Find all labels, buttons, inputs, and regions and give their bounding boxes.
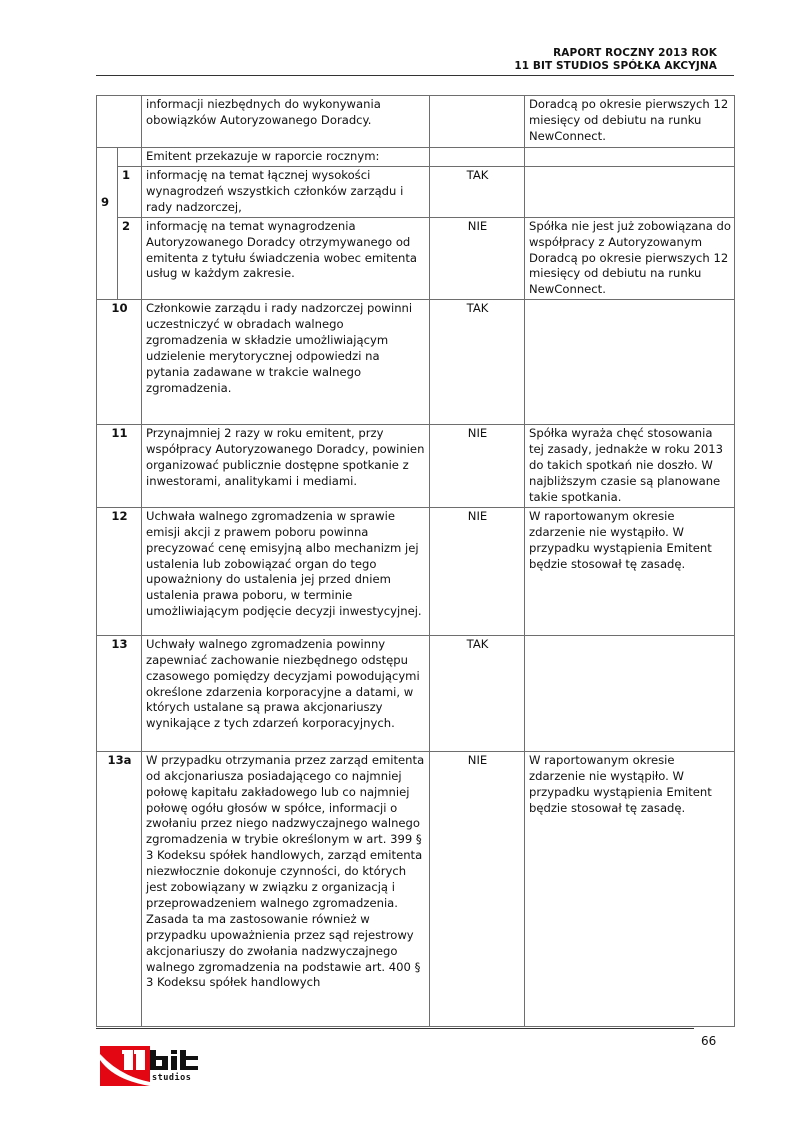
row-number: 13 [97,635,142,751]
compliance-value: TAK [430,167,525,218]
table-row [97,148,735,167]
sub-number [118,148,142,167]
report-title: RAPORT ROCZNY 2013 ROK [553,47,717,59]
page-header [514,47,717,73]
row-number: 13a [97,751,142,1026]
comment-text: Spółka wyraża chęć stosowania tej zasady, jednakże w roku 2013 do takich spotkań nie doszło. W najbliższym czasie są planowane takie spotkania. [525,425,735,508]
principle-text: informacji niezbędnych do wykonywania obowiązków Autoryzowanego Doradcy. [142,96,430,148]
principle-text: Uchwała walnego zgromadzenia w sprawie emisji akcji z prawem poboru powinna precyzować cenę emisyjną albo mechanizm jej ustalenia lub zobowiązać organ do tego upoważniony do ustalenia jej przed dniem ustalenia prawa poboru, w terminie umożliwiającym podjęcie decyzji inwestycyjnej. [142,507,430,635]
table-row [97,751,735,1026]
principle-text: Uchwały walnego zgromadzenia powinny zapewniać zachowanie niezbędnego odstępu czasowego pomiędzy decyzjami powodującymi określone zdarzenia korporacyjne a datami, w których ustalane są prawa akcjonariuszy wynikające z tych zdarzeń korporacyjnych. [142,635,430,751]
table-row [97,507,735,635]
compliance-value: TAK [430,300,525,425]
compliance-value: NIE [430,507,525,635]
table-row [97,300,735,425]
compliance-value [430,96,525,148]
row-number: 9 [97,148,118,300]
table-row [97,425,735,508]
principle-text: Przynajmniej 2 razy w roku emitent, przy współpracy Autoryzowanego Doradcy, powinien organizować publicznie dostępne spotkanie z inwestorami, analitykami i mediami. [142,425,430,508]
comment-text [525,300,735,425]
principle-text: Członkowie zarządu i rady nadzorczej powinni uczestniczyć w obradach walnego zgromadzenia w składzie umożliwiającym udzielenie merytorycznej odpowiedzi na pytania zadawane w trakcie walnego zgromadzenia. [142,300,430,425]
row-number [97,96,142,148]
table-row [97,96,735,148]
principle-text: informację na temat wynagrodzenia Autoryzowanego Doradcy otrzymywanego od emitenta z tytułu świadczenia wobec emitenta usług w każdym zakresie. [142,217,430,300]
row-number: 10 [97,300,142,425]
comment-text [525,635,735,751]
principle-text: informację na temat łącznej wysokości wynagrodzeń wszystkich członków zarządu i rady nadzorczej, [142,167,430,218]
comment-text [525,148,735,167]
comment-text [525,167,735,218]
row-number: 11 [97,425,142,508]
principle-intro: Emitent przekazuje w raporcie rocznym: [142,148,430,167]
11bit-studios-logo-icon [100,1046,220,1086]
table-row [97,635,735,751]
row-number: 12 [97,507,142,635]
table-row [97,217,735,300]
compliance-value [430,148,525,167]
compliance-value: NIE [430,751,525,1026]
principle-text: W przypadku otrzymania przez zarząd emitenta od akcjonariusza posiadającego co najmniej połowę kapitału zakładowego lub co najmniej połowę ogółu głosów w spółce, informacji o zwołaniu przez niego nadzwyczajnego walnego zgromadzenia w trybie określonym w art. 399 § 3 Kodeksu spółek handlowych, zarząd emitenta niezwłocznie dokonuje czynności, do których jest zobowiązany w związku z organizacją i przeprowadzeniem walnego zgromadzenia. Zasada ta ma zastosowanie również w przypadku upoważnienia przez sąd rejestrowy akcjonariuszy do zwołania nadzwyczajnego walnego zgromadzenia na podstawie art. 400 § 3 Kodeksu spółek handlowych [142,751,430,1026]
compliance-value: TAK [430,635,525,751]
company-name: 11 BIT STUDIOS SPÓŁKA AKCYJNA [514,60,717,72]
comment-text: Doradcą po okresie pierwszych 12 miesięcy od debiutu na runku NewConnect. [525,96,735,148]
sub-number: 1 [118,167,142,218]
page-number: 66 [701,1034,717,1048]
header-divider [96,75,734,76]
comment-text: W raportowanym okresie zdarzenie nie wystąpiło. W przypadku wystąpienia Emitent będzie stosował tę zasadę. [525,507,735,635]
compliance-value: NIE [430,217,525,300]
svg-text:studios: studios [152,1073,192,1083]
table-row [97,167,735,218]
sub-number: 2 [118,217,142,300]
compliance-value: NIE [430,425,525,508]
comment-text: W raportowanym okresie zdarzenie nie wystąpiło. W przypadku wystąpienia Emitent będzie stosował tę zasadę. [525,751,735,1026]
corporate-governance-table [96,95,735,1027]
footer-divider [96,1028,694,1029]
comment-text: Spółka nie jest już zobowiązana do współpracy z Autoryzowanym Doradcą po okresie pierwszych 12 miesięcy od debiutu na runku NewConnect. [525,217,735,300]
